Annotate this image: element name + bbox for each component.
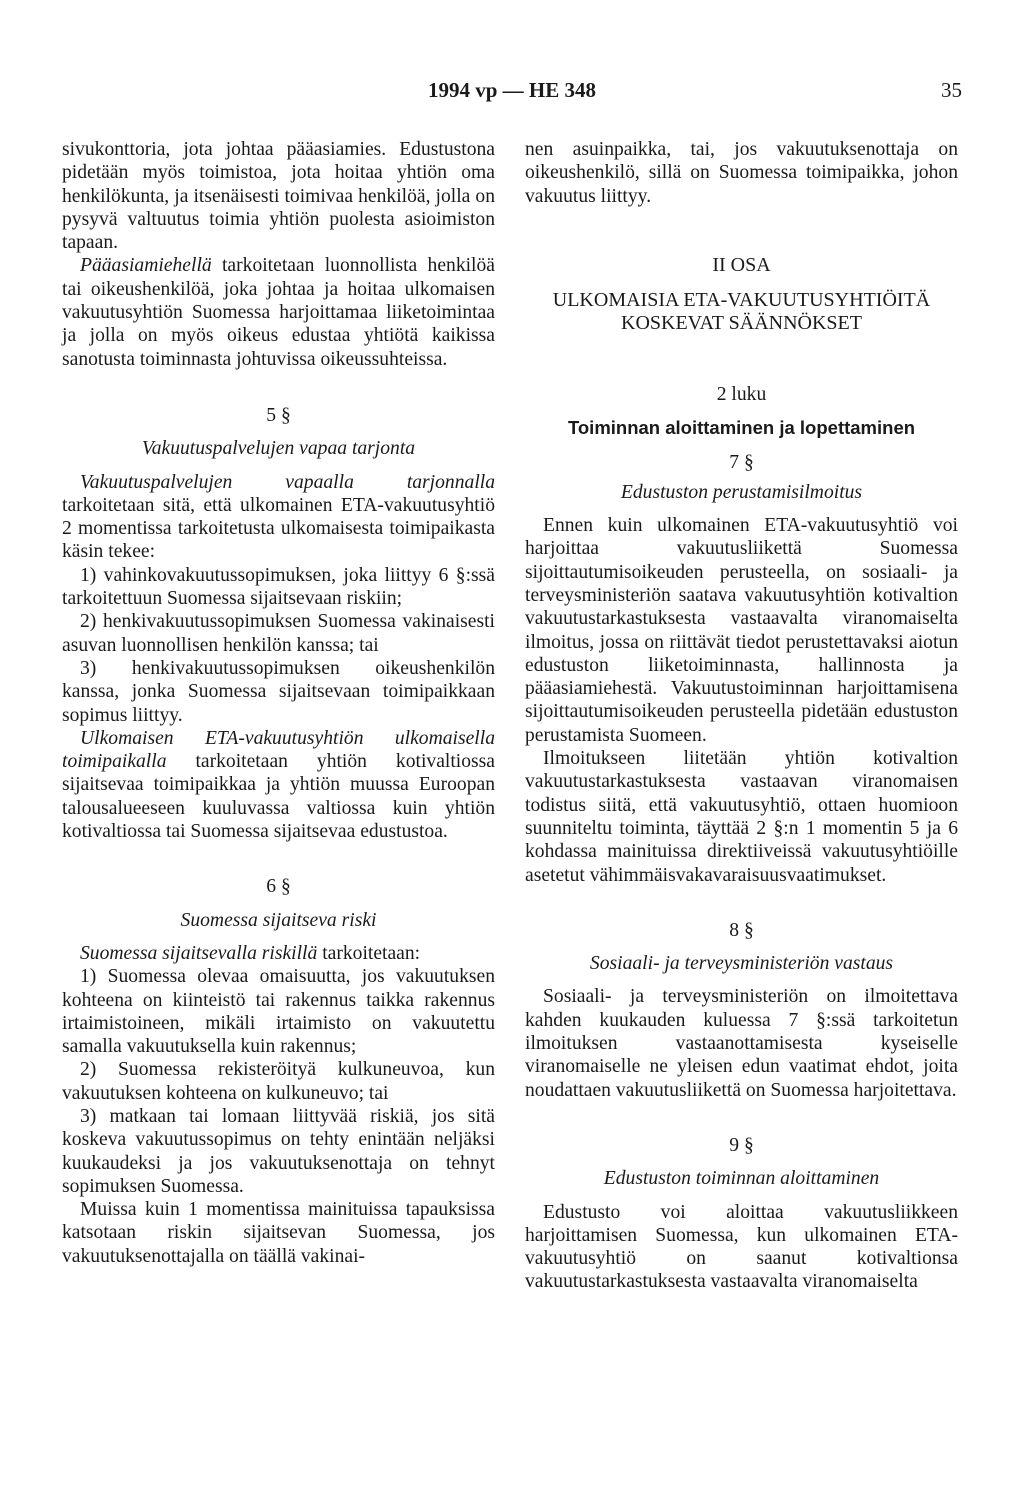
paragraph (62, 254, 495, 370)
document-id: 1994 vp — HE 348 (427, 78, 597, 102)
section-title: Edustuston toiminnan aloittaminen (603, 1168, 880, 1190)
section-title: Suomessa sijaitseva riski (180, 909, 377, 931)
defined-term: Ulkomaisen ETA-vakuutusyhtiön ulkomaisella toimipaikalla (62, 727, 495, 773)
page-header (0, 78, 1024, 108)
section-number: 5 § (266, 404, 291, 426)
paragraph (62, 471, 495, 564)
paragraph: Muissa kuin 1 momentissa mainituissa tapauksissa katsotaan riskin sijaitsevan Suomessa, jos vakuutuksenottajalla on täällä vakinai- (62, 1199, 495, 1267)
paragraph-text: tarkoitetaan: (317, 942, 421, 964)
defined-term: Suomessa sijaitsevalla riskillä (80, 942, 318, 964)
section-number: 9 § (729, 1134, 754, 1156)
list-item: 2) henkivakuutussopimuksen Suomessa vakinaisesti asuvan luonnollisen henkilön kanssa; tai (62, 611, 495, 656)
section-number: 8 § (729, 919, 754, 941)
list-item: 3) henkivakuutussopimuksen oikeushenkilön kanssa, jonka Suomessa sijaitsevaan toimipaikkaan sopimus liittyy. (62, 657, 495, 726)
section-title: Sosiaali- ja terveysministeriön vastaus (589, 953, 894, 975)
paragraph: Sosiaali- ja terveysministeriön on ilmoitettava kahden kuukauden kuluessa 7 §:ssä tarkoitetun ilmoituksen vastaanottamisesta kyseiselle viranomaiselle ne yleisen edun vaatimat ehdot, joita noudattaen vakuutusliikettä on Suomessa harjoitettava. (525, 986, 958, 1101)
paragraph: sivukonttoria, jota johtaa pääasiamies. Edustustona pidetään myös toimistoa, jota hoitaa yhtiön oma henkilökunta, ja itsenäisesti toimivaa henkilöä, jolla on pysyvä valtuutus toimia yhtiön puolesta asioimiston tapaan. (62, 139, 495, 254)
right-column (525, 138, 958, 1294)
list-item: 1) vahinkovakuutussopimuksen, joka liittyy 6 §:ssä tarkoitettuun Suomessa sijaitsevaan riskiin; (62, 564, 495, 610)
section-number: 7 § (729, 452, 754, 474)
paragraph: Edustusto voi aloittaa vakuutusliikkeen harjoittamisen Suomessa, kun ulkomainen ETA-vakuutusyhtiö on saanut kotivaltionsa vakuutustarkastuksesta vastaavalta viranomaiselta (525, 1201, 958, 1293)
paragraph: nen asuinpaikka, tai, jos vakuutuksenottaja on oikeushenkilö, sillä on Suomessa toimipaikka, johon vakuutus liittyy. (525, 139, 958, 207)
defined-term: Pääasiamiehellä (80, 255, 212, 277)
chapter-title: Toiminnan aloittaminen ja lopettaminen (567, 417, 916, 439)
list-item: 2) Suomessa rekisteröityä kulkuneuvoa, kun vakuutuksen kohteena on kulkuneuvo; tai (62, 1059, 495, 1104)
section-title: Edustuston perustamisilmoitus (620, 481, 863, 503)
list-item: 3) matkaan tai lomaan liittyvää riskiä, jos sitä koskeva vakuutussopimus on tehty enintään neljäksi kuukaudeksi ja jos vakuutuksenottaja on tehnyt sopimuksen Suomessa. (62, 1105, 495, 1197)
left-column (62, 138, 495, 1268)
list-item: 1) Suomessa olevaa omaisuutta, jos vakuutuksen kohteena on kiinteistö tai rakennus taikka rakennus irtaimistoineen, mikäli irtaimisto on vakuutettu samalla vakuutuksella kuin rakennus; (62, 966, 495, 1058)
section-title: Vakuutuspalvelujen vapaa tarjonta (141, 438, 416, 460)
paragraph-text: tarkoitetaan luonnollista henkilöä tai oikeushenkilöä, joka johtaa ja hoitaa ulkomaisen vakuutusyhtiön Suomessa harjoittamaa liiketoimintaa ja jolla on myös oikeus edustaa yhtiötä kaikissa sanotusta toiminnasta johtuvissa oikeussuhteissa. (62, 255, 495, 370)
page-number: 35 (941, 78, 962, 102)
chapter-number: 2 luku (716, 384, 767, 406)
paragraph-text: tarkoitetaan yhtiön kotivaltiossa sijaitsevaa toimipaikkaa ja yhtiön muussa Euroopan talousalueeseen kuuluvassa valtiossa kuin yhtiön kotivaltiossa tai Suomessa sijaitsevaa edustustoa. (62, 751, 495, 843)
part-number: II OSA (712, 253, 771, 276)
paragraph-text: tarkoitetaan sitä, että ulkomainen ETA-vakuutusyhtiö 2 momentissa tarkoitetusta ulkomaisesta toimipaikasta käsin tekee: (62, 494, 495, 563)
paragraph: Ennen kuin ulkomainen ETA-vakuutusyhtiö voi harjoittaa vakuutusliikettä Suomessa sijoittautumisoikeuden perusteella, on sosiaali- ja terveysministeriön saatava vakuutusyhtiön kotivaltion vakuutustarkastuksesta vastaavalta viranomaiselta ilmoitus, jossa on riittävät tiedot perustettavaksi aiotun edustuston liiketoiminnasta, hallinnosta ja pääasiamiehestä. Vakuutustoiminnan harjoittamisena sijoittautumisoikeuden perusteella pidetään edustuston perustamista Suomeen. (525, 515, 958, 746)
paragraph: Ilmoitukseen liitetään yhtiön kotivaltion vakuutustarkastuksesta vastaavan viranomaisen todistus siitä, että vakuutusyhtiö, ottaen huomioon suunniteltu toiminta, täyttää 2 §:n 1 momentin 5 ja 6 kohdassa mainituissa direktiiveissä vakuutusyhtiöille asetetut vähimmäisvakavaraisuusvaatimukset. (525, 748, 958, 886)
section-number: 6 § (266, 876, 291, 898)
paragraph (62, 942, 495, 965)
paragraph (62, 727, 495, 843)
part-title: ULKOMAISIA ETA-VAKUUTUSYHTIÖITÄ KOSKEVAT SÄÄNNÖKSET (552, 289, 931, 335)
defined-term: Vakuutuspalvelujen vapaalla tarjonnalla (80, 471, 495, 493)
